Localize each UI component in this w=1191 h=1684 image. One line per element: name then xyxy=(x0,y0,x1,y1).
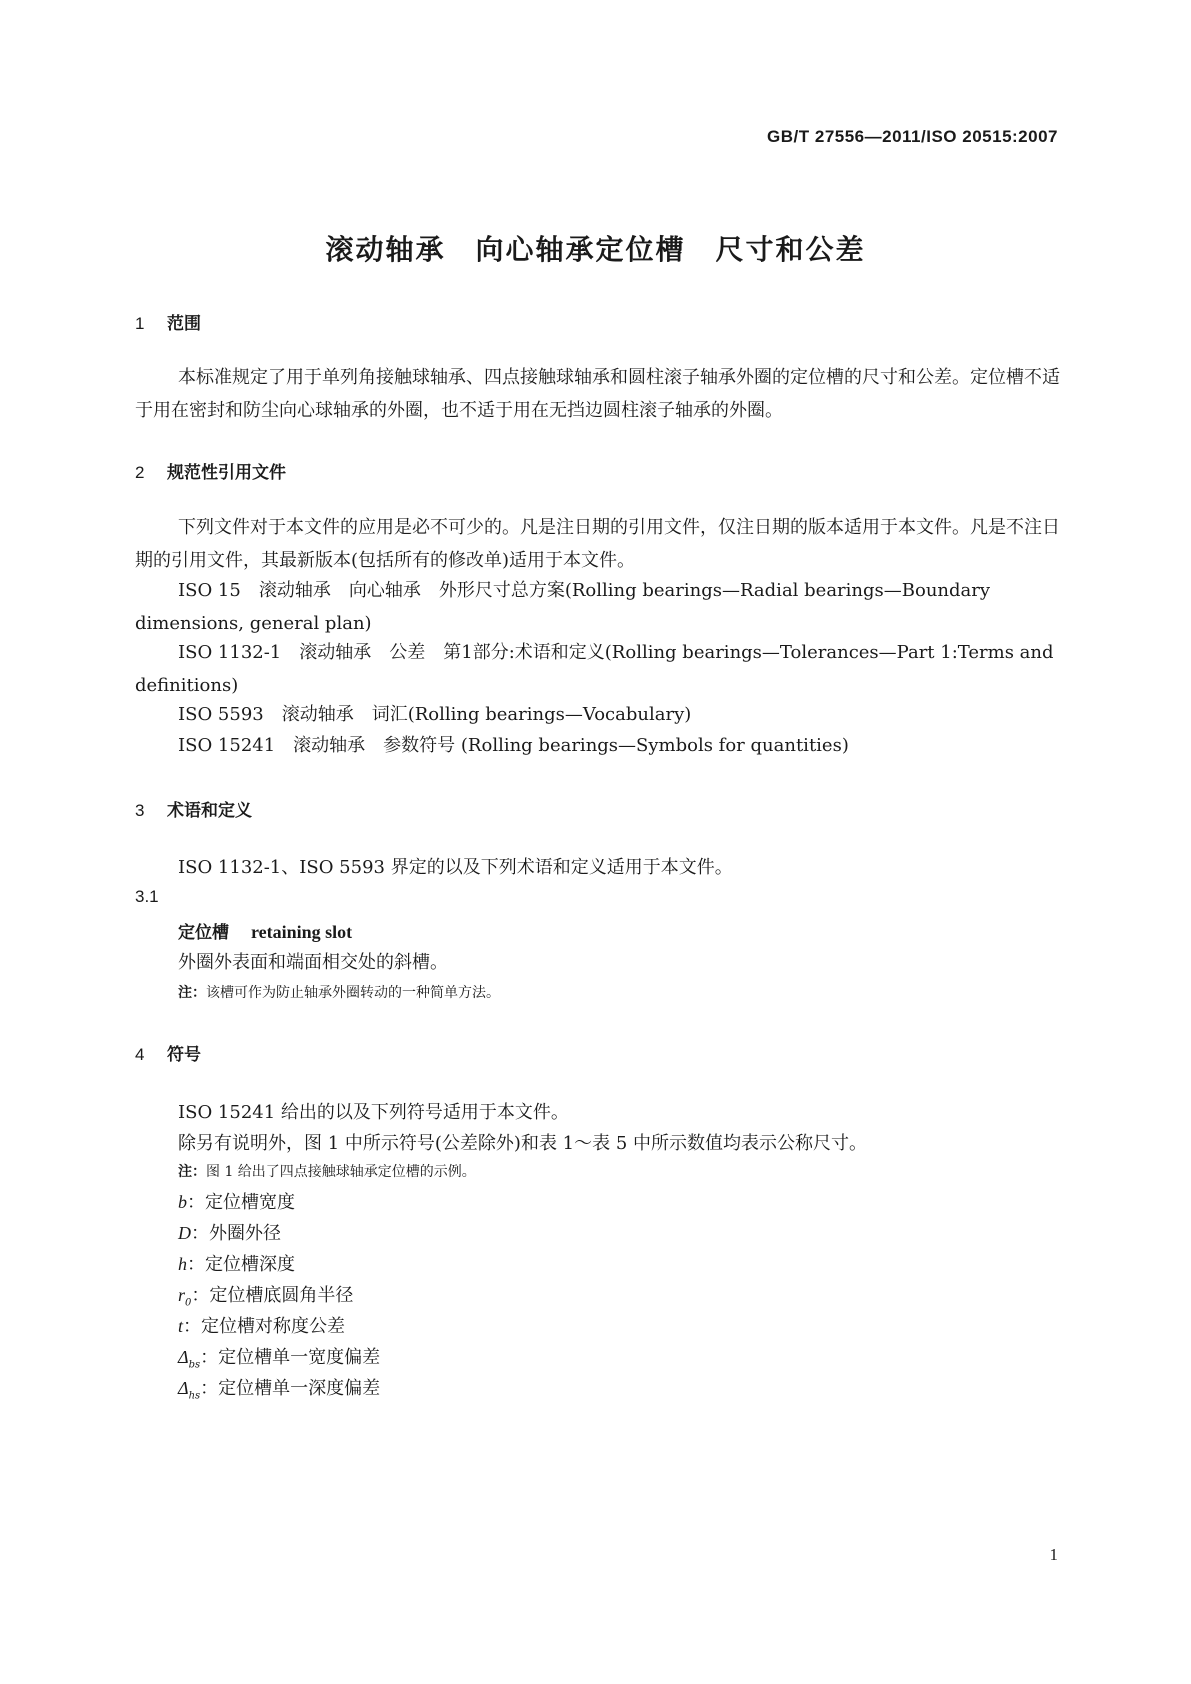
symbol-description: ：外圈外径 xyxy=(191,1223,281,1244)
symbol: D xyxy=(178,1223,191,1243)
section-1-text: 本标准规定了用于单列角接触球轴承、四点接触球轴承和圆柱滚子轴承外圈的定位槽的尺寸和公差。定位槽不适于用在密封和防尘向心球轴承的外圈，也不适于用在无挡边圆柱滚子轴承的外圈。 xyxy=(135,367,1060,421)
term-number: 3.1 xyxy=(135,887,159,906)
note-text: 该槽可作为防止轴承外圈转动的一种简单方法。 xyxy=(206,985,500,1001)
section-title: 术语和定义 xyxy=(167,801,252,821)
symbol: r xyxy=(178,1285,186,1305)
symbol: Δ xyxy=(178,1347,189,1367)
symbol-description: ：定位槽底圆角半径 xyxy=(191,1285,354,1306)
term-note xyxy=(178,982,500,1002)
symbol-item xyxy=(178,1312,345,1338)
document-title xyxy=(0,228,1191,268)
section-3-intro: ISO 1132-1、ISO 5593 界定的以及下列术语和定义适用于本文件。 xyxy=(178,857,733,878)
reference-item: ISO 15 滚动轴承 向心轴承 外形尺寸总方案(Rolling bearings—Radial bearings—Boundary dimensions, general plan) xyxy=(135,580,991,634)
symbol-item xyxy=(178,1250,295,1276)
symbol-item xyxy=(178,1281,353,1309)
title-part-1: 滚动轴承 xyxy=(325,233,446,266)
page-number: 1 xyxy=(1049,1545,1058,1564)
section-number: 1 xyxy=(135,314,145,333)
symbol-description: ：定位槽单一深度偏差 xyxy=(200,1378,381,1399)
section-title: 规范性引用文件 xyxy=(167,463,286,483)
symbol-subscript: bs xyxy=(188,1359,201,1371)
section-1-heading xyxy=(135,309,201,334)
section-4-note xyxy=(178,1161,476,1181)
symbol-item xyxy=(178,1374,380,1402)
standard-number: GB/T 27556—2011/ISO 20515:2007 xyxy=(767,127,1058,146)
note-label: 注： xyxy=(178,985,206,1001)
reference-item: ISO 1132-1 滚动轴承 公差 第1部分:术语和定义(Rolling bearings—Tolerances—Part 1:Terms and definitions) xyxy=(135,642,1054,696)
section-4-heading xyxy=(135,1040,201,1065)
symbol: t xyxy=(178,1316,184,1336)
reference-item: ISO 15241 滚动轴承 参数符号 (Rolling bearings—Symbols for quantities) xyxy=(178,735,849,756)
symbol-item xyxy=(178,1343,380,1371)
term-english: retaining slot xyxy=(251,922,353,942)
section-2-heading xyxy=(135,458,286,483)
section-number: 4 xyxy=(135,1045,145,1064)
symbol-item xyxy=(178,1219,281,1245)
section-4-intro-1: ISO 15241 给出的以及下列符号适用于本文件。 xyxy=(178,1102,569,1123)
section-title: 范围 xyxy=(167,314,201,334)
section-4-intro-2: 除另有说明外，图 1 中所示符号(公差除外)和表 1～表 5 中所示数值均表示公称尺寸。 xyxy=(178,1133,868,1154)
symbol-description: ：定位槽深度 xyxy=(187,1254,295,1275)
symbol-subscript: hs xyxy=(188,1390,201,1402)
symbol: b xyxy=(178,1192,187,1212)
section-number: 2 xyxy=(135,463,145,482)
title-part-2: 向心轴承定位槽 xyxy=(475,233,686,266)
note-text: 图 1 给出了四点接触球轴承定位槽的示例。 xyxy=(206,1164,476,1180)
reference-item: ISO 5593 滚动轴承 词汇(Rolling bearings—Vocabulary) xyxy=(178,704,692,725)
term-chinese: 定位槽 xyxy=(178,923,229,943)
symbol-description: ：定位槽单一宽度偏差 xyxy=(200,1347,381,1368)
symbol-item xyxy=(178,1188,295,1214)
note-label: 注： xyxy=(178,1164,206,1180)
section-3-heading xyxy=(135,796,252,821)
section-2-intro: 下列文件对于本文件的应用是必不可少的。凡是注日期的引用文件，仅注日期的版本适用于本文件。凡是不注日期的引用文件，其最新版本(包括所有的修改单)适用于本文件。 xyxy=(135,517,1060,571)
symbol-description: ：定位槽对称度公差 xyxy=(183,1316,346,1337)
symbol: h xyxy=(178,1254,187,1274)
symbol-subscript: 0 xyxy=(185,1297,192,1309)
symbol-description: ：定位槽宽度 xyxy=(187,1192,295,1213)
term-entry xyxy=(178,918,352,943)
section-number: 3 xyxy=(135,801,145,820)
symbol: Δ xyxy=(178,1378,189,1398)
term-definition: 外圈外表面和端面相交处的斜槽。 xyxy=(178,952,448,973)
section-title: 符号 xyxy=(167,1045,201,1065)
title-part-3: 尺寸和公差 xyxy=(715,233,866,266)
